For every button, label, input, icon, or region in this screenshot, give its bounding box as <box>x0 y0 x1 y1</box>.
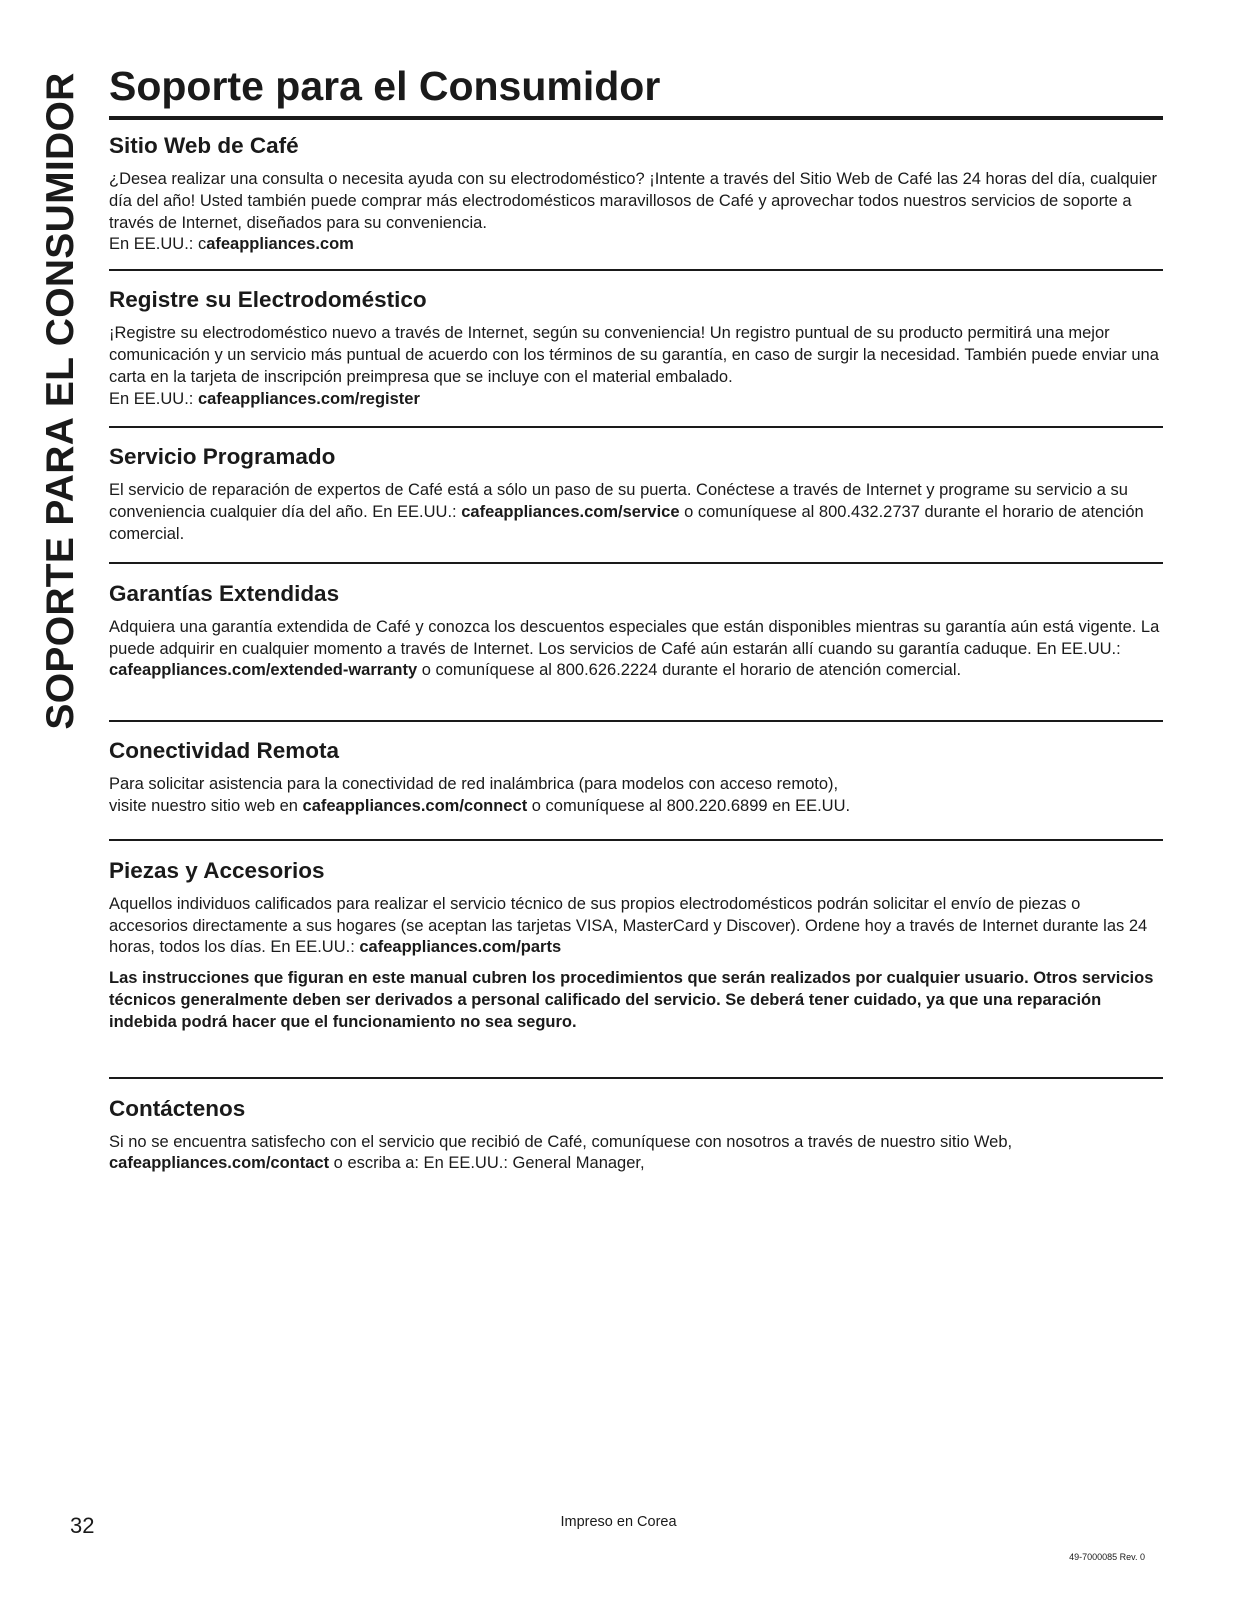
contact-link[interactable]: cafeappliances.com/contact <box>109 1154 330 1173</box>
connect-link[interactable]: cafeappliances.com/connect <box>302 796 528 815</box>
text-run: En EE.UU.: c <box>109 235 207 254</box>
warning-text: Las instrucciones que figuran en este manual cubren los procedimientos que serán realizados por cualquier usuario. Otros servicios técnicos generalmente deben ser derivados a personal calificado del servicio. Se deberá tener cuidado, ya que una reparación indebida podrá hacer que el funcionamiento no sea seguro. <box>109 969 1154 1031</box>
text-run: Adquiera una garantía extendida de Café y conozca los descuentos especiales que están disponibles mientras su garantía aún está vigente. La puede adquirir en cualquier momento a través de Internet. Los servicios de Café aún estarán allí cuando su garantía caduque. En EE.UU.: <box>109 617 1160 658</box>
section-paragraph <box>109 480 1163 545</box>
text-run: Para solicitar asistencia para la conectividad de red inalámbrica (para modelos con acceso remoto), <box>109 775 839 794</box>
warning-paragraph <box>109 968 1163 1033</box>
website-link[interactable]: afeappliances.com <box>206 235 354 254</box>
main-content <box>109 62 1163 1175</box>
section-heading: Contáctenos <box>109 1095 246 1121</box>
section-sitio-web <box>109 120 1163 271</box>
register-link[interactable]: cafeappliances.com/register <box>197 389 420 408</box>
side-title <box>38 65 84 737</box>
section-paragraph <box>109 894 1163 959</box>
document-number: 49-7000085 Rev. 0 <box>1069 1552 1145 1562</box>
text-run: En EE.UU.: <box>109 389 198 408</box>
text-run: visite nuestro sitio web en <box>109 796 303 815</box>
text-run: o comuníquese al 800.432.2737 durante el horario de atención comercial. <box>109 503 1144 543</box>
section-paragraph <box>109 169 1163 256</box>
parts-link[interactable]: cafeappliances.com/parts <box>359 938 562 957</box>
section-piezas <box>109 841 1163 1079</box>
section-heading: Garantías Extendidas <box>109 580 340 606</box>
section-heading: Piezas y Accesorios <box>109 857 325 883</box>
text-run: o comuníquese al 800.626.2224 durante el horario de atención comercial. <box>417 661 962 680</box>
page-number: 32 <box>70 1513 95 1538</box>
section-heading: Registre su Electrodoméstico <box>109 287 427 313</box>
text-run: ¿Desea realizar una consulta o necesita ayuda con su electrodoméstico? ¡Intente a través del Sitio Web de Café las 24 horas del día, cualquier día del año! Usted también puede comprar más electrodomésticos maravillosos de Café y aprovechar todos nuestros servicios de soporte a través de Internet, diseñados para su conveniencia. <box>109 170 1158 232</box>
text-run: ¡Registre su electrodoméstico nuevo a través de Internet, según su conveniencia! Un registro puntual de su producto permitirá una mejor comunicación y un servicio más puntual de acuerdo con los términos de su garantía, en caso de surgir la necesidad. También puede enviar una carta en la tarjeta de inscripción preimpresa que se incluye con el material embalado. <box>109 324 1159 386</box>
section-servicio-programado <box>109 428 1163 563</box>
text-run: o comuníquese al 800.220.6899 en EE.UU. <box>527 796 851 815</box>
text-run: El servicio de reparación de expertos de Café está a sólo un paso de su puerta. Conéctese a través de Internet y programe su servicio a su conveniencia cualquier día del año. En EE.UU.: <box>109 481 1128 522</box>
section-paragraph <box>109 1132 1163 1176</box>
side-title-text: SOPORTE PARA EL CONSUMIDOR <box>39 72 82 730</box>
section-heading: Servicio Programado <box>109 444 336 470</box>
section-heading: Conectividad Remota <box>109 738 340 764</box>
page-title: Soporte para el Consumidor <box>109 62 1163 120</box>
section-heading: Sitio Web de Café <box>109 133 299 158</box>
section-paragraph <box>109 617 1163 682</box>
text-run: Si no se encuentra satisfecho con el servicio que recibió de Café, comuníquese con nosotros a través de nuestro sitio Web, <box>109 1132 1013 1151</box>
section-registre <box>109 271 1163 428</box>
section-paragraph <box>109 774 1163 818</box>
text-run: o escriba a: En EE.UU.: General Manager, <box>329 1154 645 1173</box>
section-conectividad <box>109 722 1163 841</box>
extended-warranty-link[interactable]: cafeappliances.com/extended-warranty <box>109 661 418 680</box>
section-contactenos <box>109 1079 1163 1176</box>
text-run: Aquellos individuos calificados para realizar el servicio técnico de sus propios electrodomésticos podrán solicitar el envío de piezas o accesorios directamente a sus hogares (se aceptan las tarjetas VISA, MasterCard y Discover). Ordene hoy a través de Internet durante las 24 horas, todos los días. En EE.UU.: <box>109 894 1148 957</box>
section-garantias <box>109 564 1163 722</box>
service-link[interactable]: cafeappliances.com/service <box>461 503 680 522</box>
printed-in: Impreso en Corea <box>560 1514 677 1530</box>
section-paragraph <box>109 323 1163 410</box>
